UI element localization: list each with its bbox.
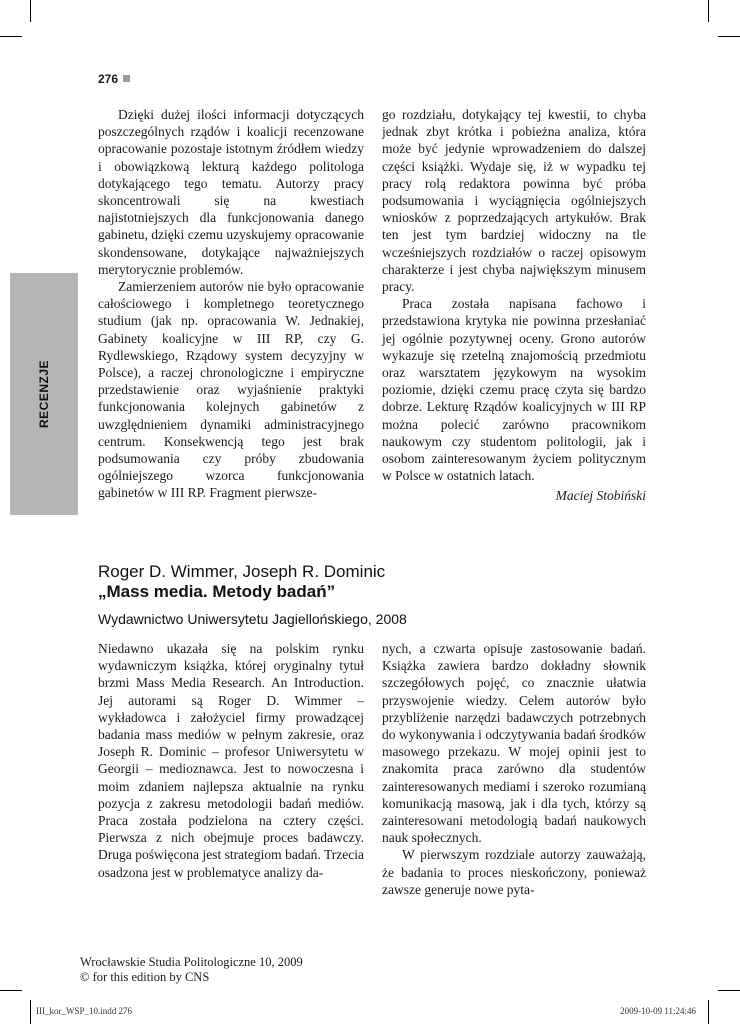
journal-name: Wrocławskie Studia Politologiczne 10, 2009: [80, 955, 303, 969]
crop-mark: [708, 0, 709, 22]
section-side-tab: [10, 273, 78, 515]
review2-column-right: [382, 640, 646, 898]
paragraph: Zamierzeniem autorów nie było opracowanie całościowego i kompletnego teoretycznego studium (jak np. opracowania W. Jednakiej, Gabinety koalicyjne w III RP, czy G. Rydlewskiego, Rządowy system decyzyjny w Polsce), a raczej chronologiczne i empiryczne przedstawienie oraz wyjaśnienie praktyki funkcjonowania kolejnych gabinetów z uwzględnieniem dynamiki administracyjnego centrum. Konsekwencją tego jest brak podsumowania czy próby zbudowania ogólniejszego wzorca funkcjonowania gabinetów w III RP. Fragment pierwsze-: [98, 279, 364, 501]
paragraph: nych, a czwarta opisuje zastosowanie badań. Książka zawiera bardzo dokładny słownik szczegółowych pojęć, co znacznie ułatwia przyswojenie wiedzy. Celem autorów było przybliżenie narzędzi badawczych potrzebnych do wykonywania i odczytywania badań środków masowego przekazu. W mojej opinii jest to znakomita praca zarówno dla studentów zainteresowanych mediami i szeroko rozumianą komunikacją masową, jak i dla tych, którzy są zainteresowani metodologią badań naukowych nauk społecznych.: [382, 641, 646, 846]
paragraph: go rozdziału, dotykający tej kwestii, to chyba jednak zbyt krótka i pobieżna analiza, która może być jedynie wprowadzeniem do dalszej części książki. Wydaje się, iż w wypadku tej pracy rolą redaktora powinna być próba podsumowania i wyciągnięcia ogólniejszych wniosków z poprzedzających artykułów. Brak ten jest tym bardziej widoczny na tle wcześniejszych rozdziałów o raczej opisowym charakterze i jest chyba największym minusem pracy.: [382, 107, 646, 295]
book-authors: Roger D. Wimmer, Joseph R. Dominic: [98, 562, 386, 581]
reviewer-signature: Maciej Stobiński: [555, 488, 646, 504]
crop-mark: [708, 1000, 709, 1024]
page-number: [98, 72, 130, 86]
crop-mark: [0, 990, 22, 991]
review1-column-left: [98, 106, 364, 502]
review2-column-left: [98, 640, 364, 881]
crop-mark: [30, 1000, 31, 1024]
paragraph: Niedawno ukazała się na polskim rynku wydawniczym książka, której oryginalny tytuł brzmi Mass Media Research. An Introduction. Jej autorami są Roger D. Wimmer – wykładowca i założyciel firmy prowadzącej badania mass mediów w pełnym zakresie, oraz Joseph R. Dominic – profesor Uniwersytetu w Georgii – medioznawca. Jest to nowoczesna i moim zdaniem najlepsza aktualnie na rynku pozycja z zakresu metodologii badań mediów. Praca została podzielona na cztery części. Pierwsza z nich obejmuje proces badawczy. Druga poświęcona jest strategiom badań. Trzecia osadzona jest w problematyce analizy da-: [98, 641, 364, 880]
crop-mark: [30, 0, 31, 22]
crop-mark: [718, 990, 740, 991]
paragraph: Praca została napisana fachowo i przedstawiona krytyka nie powinna przesłaniać jej ogólnie pozytywnej oceny. Grono autorów wykazuje się rzetelną znajomością przedmiotu oraz warsztatem językowym na wysokim poziomie, dzięki czemu pracę czyta się bardzo dobrze. Lekturę Rządów koalicyjnych w III RP można polecić zarówno pracownikom naukowym czy studentom politologii, jak i osobom zainteresowanym życiem politycznym w Polsce w ostatnich latach.: [382, 296, 646, 484]
journal-footer: [80, 955, 303, 985]
page-number-text: 276: [98, 72, 119, 86]
print-slug-timestamp: 2009-10-09 11:24:46: [620, 1006, 696, 1016]
print-slug-file: III_kor_WSP_10.indd 276: [36, 1006, 132, 1016]
review1-column-right: [382, 106, 646, 505]
side-tab-label: RECENZJE: [37, 359, 51, 429]
square-marker-icon: [123, 75, 130, 82]
copyright-note: © for this edition by CNS: [80, 970, 210, 984]
book-publisher: Wydawnictwo Uniwersytetu Jagiellońskiego, 2008: [98, 611, 407, 627]
crop-mark: [718, 36, 740, 37]
review2-header: [98, 562, 658, 627]
book-title: „Mass media. Metody badań”: [98, 582, 336, 601]
paragraph: Dzięki dużej ilości informacji dotyczących poszczególnych rządów i koalicji recenzowane opracowanie pozostaje istotnym źródłem wiedzy i obowiązkową lekturą każdego politologa dotykającego tego tematu. Autorzy pracy skoncentrowali się na kwestiach najistotniejszych dla funkcjonowania danego gabinetu, dzięki czemu uzyskujemy opracowanie skondensowane, dotykające najważniejszych merytorycznie problemów.: [98, 107, 364, 277]
crop-mark: [0, 36, 22, 37]
paragraph: W pierwszym rozdziale autorzy zauważają, że badania to proces nieskończony, ponieważ zawsze generuje nowe pyta-: [382, 847, 646, 897]
